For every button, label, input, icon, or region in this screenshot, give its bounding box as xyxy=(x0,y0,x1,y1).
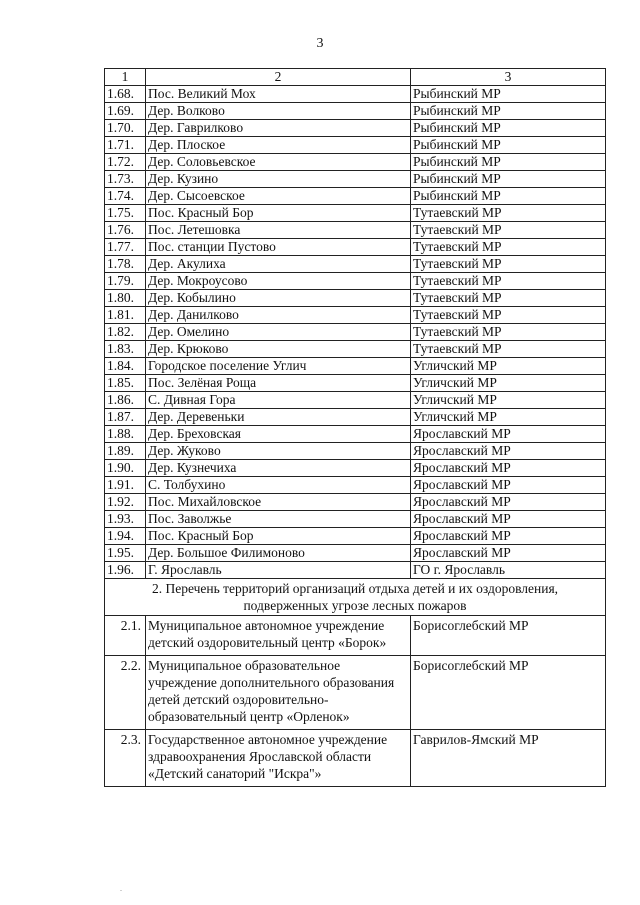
settlement-name: Муниципальное образовательное учреждение дополнительного образования детей детский оздоровительно-образовательный центр «Орленок» xyxy=(146,656,411,730)
row-number: 1.70. xyxy=(105,120,146,137)
settlement-name: Дер. Акулиха xyxy=(146,256,411,273)
district-name: Ярославский МР xyxy=(411,477,606,494)
table-row xyxy=(105,460,606,477)
settlement-name: Дер. Мокроусово xyxy=(146,273,411,290)
settlement-name: С. Дивная Гора xyxy=(146,392,411,409)
row-number: 1.84. xyxy=(105,358,146,375)
header-col-3: 3 xyxy=(411,69,606,86)
row-number: 1.72. xyxy=(105,154,146,171)
row-number: 1.76. xyxy=(105,222,146,239)
settlement-name: Дер. Кузино xyxy=(146,171,411,188)
table-row xyxy=(105,494,606,511)
district-name: Рыбинский МР xyxy=(411,188,606,205)
district-name: Ярославский МР xyxy=(411,528,606,545)
table-row xyxy=(105,171,606,188)
row-number: 1.83. xyxy=(105,341,146,358)
settlement-name: Дер. Кузнечиха xyxy=(146,460,411,477)
settlement-name: Пос. Заволжье xyxy=(146,511,411,528)
settlement-name: Дер. Кобылино xyxy=(146,290,411,307)
table-row xyxy=(105,443,606,460)
row-number: 2.1. xyxy=(105,616,146,656)
table-row xyxy=(105,656,606,730)
row-number: 1.77. xyxy=(105,239,146,256)
row-number: 1.81. xyxy=(105,307,146,324)
settlement-name: Пос. Летешовка xyxy=(146,222,411,239)
table-row xyxy=(105,273,606,290)
scan-mark: . xyxy=(120,884,122,893)
district-name: Рыбинский МР xyxy=(411,120,606,137)
table-row xyxy=(105,358,606,375)
district-name: Ярославский МР xyxy=(411,426,606,443)
table-row xyxy=(105,562,606,579)
row-number: 2.2. xyxy=(105,656,146,730)
row-number: 1.71. xyxy=(105,137,146,154)
settlement-name: С. Толбухино xyxy=(146,477,411,494)
table-row xyxy=(105,103,606,120)
district-name: Тутаевский МР xyxy=(411,222,606,239)
table-row xyxy=(105,120,606,137)
settlement-name: Пос. Красный Бор xyxy=(146,205,411,222)
table-row xyxy=(105,477,606,494)
row-number: 1.68. xyxy=(105,86,146,103)
district-name: Борисоглебский МР xyxy=(411,656,606,730)
district-name: Ярославский МР xyxy=(411,460,606,477)
settlement-name: Дер. Гаврилково xyxy=(146,120,411,137)
table-row xyxy=(105,545,606,562)
settlement-name: Пос. Михайловское xyxy=(146,494,411,511)
header-col-2: 2 xyxy=(146,69,411,86)
row-number: 1.74. xyxy=(105,188,146,205)
table-row xyxy=(105,188,606,205)
district-name: Ярославский МР xyxy=(411,494,606,511)
table-row xyxy=(105,426,606,443)
settlement-name: Дер. Большое Филимоново xyxy=(146,545,411,562)
settlement-name: Дер. Сысоевское xyxy=(146,188,411,205)
table-row xyxy=(105,205,606,222)
row-number: 1.79. xyxy=(105,273,146,290)
row-number: 1.91. xyxy=(105,477,146,494)
settlement-name: Дер. Данилково xyxy=(146,307,411,324)
table-row xyxy=(105,137,606,154)
settlement-name: Городское поселение Углич xyxy=(146,358,411,375)
row-number: 1.82. xyxy=(105,324,146,341)
district-name: Рыбинский МР xyxy=(411,103,606,120)
district-name: Ярославский МР xyxy=(411,545,606,562)
row-number: 1.88. xyxy=(105,426,146,443)
row-number: 1.90. xyxy=(105,460,146,477)
district-name: Ярославский МР xyxy=(411,443,606,460)
table-row xyxy=(105,375,606,392)
row-number: 1.96. xyxy=(105,562,146,579)
district-name: Тутаевский МР xyxy=(411,307,606,324)
row-number: 1.95. xyxy=(105,545,146,562)
settlement-name: Пос. Великий Мох xyxy=(146,86,411,103)
table-row xyxy=(105,307,606,324)
settlement-name: Дер. Омелино xyxy=(146,324,411,341)
table-row xyxy=(105,730,606,787)
settlement-name: Дер. Деревеньки xyxy=(146,409,411,426)
row-number: 1.85. xyxy=(105,375,146,392)
settlement-name: Дер. Волково xyxy=(146,103,411,120)
settlement-name: Дер. Соловьевское xyxy=(146,154,411,171)
settlement-name: Дер. Крюково xyxy=(146,341,411,358)
table-row xyxy=(105,392,606,409)
table-row xyxy=(105,324,606,341)
district-name: Тутаевский МР xyxy=(411,324,606,341)
table-header-row xyxy=(105,69,606,86)
row-number: 1.86. xyxy=(105,392,146,409)
district-name: Тутаевский МР xyxy=(411,273,606,290)
row-number: 2.3. xyxy=(105,730,146,787)
table-row xyxy=(105,222,606,239)
district-name: Рыбинский МР xyxy=(411,171,606,188)
table-row xyxy=(105,528,606,545)
row-number: 1.92. xyxy=(105,494,146,511)
district-name: Угличский МР xyxy=(411,375,606,392)
settlement-name: Г. Ярославль xyxy=(146,562,411,579)
district-name: Тутаевский МР xyxy=(411,341,606,358)
table-row xyxy=(105,341,606,358)
district-name: Рыбинский МР xyxy=(411,137,606,154)
row-number: 1.89. xyxy=(105,443,146,460)
table-row xyxy=(105,239,606,256)
district-name: Рыбинский МР xyxy=(411,86,606,103)
settlement-name: Муниципальное автономное учреждение детский оздоровительный центр «Борок» xyxy=(146,616,411,656)
district-name: Угличский МР xyxy=(411,409,606,426)
table-row xyxy=(105,511,606,528)
district-name: Борисоглебский МР xyxy=(411,616,606,656)
table-row xyxy=(105,290,606,307)
row-number: 1.94. xyxy=(105,528,146,545)
settlement-name: Пос. Красный Бор xyxy=(146,528,411,545)
district-name: Гаврилов-Ямский МР xyxy=(411,730,606,787)
district-name: Тутаевский МР xyxy=(411,290,606,307)
table-row xyxy=(105,616,606,656)
row-number: 1.78. xyxy=(105,256,146,273)
row-number: 1.75. xyxy=(105,205,146,222)
row-number: 1.87. xyxy=(105,409,146,426)
settlement-name: Дер. Бреховская xyxy=(146,426,411,443)
settlement-name: Дер. Плоское xyxy=(146,137,411,154)
district-name: Ярославский МР xyxy=(411,511,606,528)
settlement-name: Дер. Жуково xyxy=(146,443,411,460)
settlement-name: Пос. станции Пустово xyxy=(146,239,411,256)
territories-table xyxy=(104,68,606,787)
table-row xyxy=(105,409,606,426)
district-name: Угличский МР xyxy=(411,392,606,409)
district-name: Тутаевский МР xyxy=(411,256,606,273)
table-row xyxy=(105,154,606,171)
row-number: 1.69. xyxy=(105,103,146,120)
table-row xyxy=(105,256,606,273)
settlement-name: Пос. Зелёная Роща xyxy=(146,375,411,392)
row-number: 1.73. xyxy=(105,171,146,188)
table-row xyxy=(105,86,606,103)
header-col-1: 1 xyxy=(105,69,146,86)
section-2-title: 2. Перечень территорий организаций отдыха детей и их оздоровления, подверженных угрозе лесных пожаров xyxy=(105,579,606,616)
district-name: Тутаевский МР xyxy=(411,205,606,222)
district-name: ГО г. Ярославль xyxy=(411,562,606,579)
row-number: 1.93. xyxy=(105,511,146,528)
row-number: 1.80. xyxy=(105,290,146,307)
page-number: 3 xyxy=(316,36,324,51)
district-name: Угличский МР xyxy=(411,358,606,375)
district-name: Тутаевский МР xyxy=(411,239,606,256)
settlement-name: Государственное автономное учреждение здравоохранения Ярославской области «Детский санаторий "Искра"» xyxy=(146,730,411,787)
section-2-title-row xyxy=(105,579,606,616)
district-name: Рыбинский МР xyxy=(411,154,606,171)
